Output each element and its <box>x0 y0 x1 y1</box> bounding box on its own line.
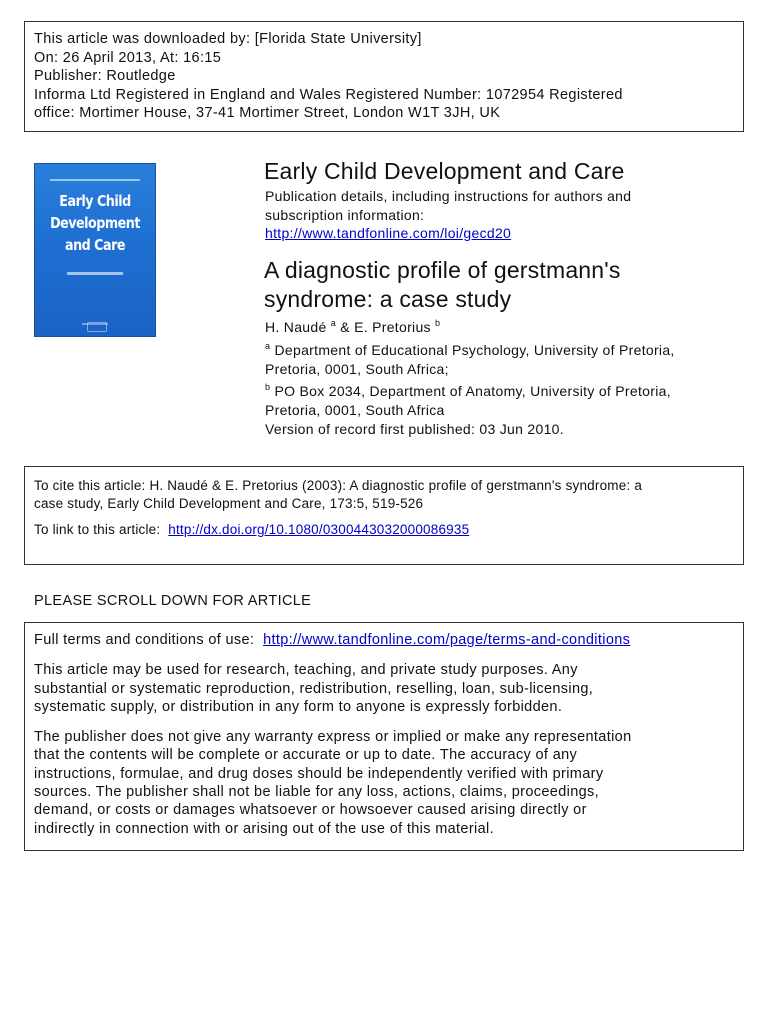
author-pretorius: E. Pretorius <box>354 319 431 335</box>
scroll-notice: PLEASE SCROLL DOWN FOR ARTICLE <box>34 593 312 609</box>
terms-text-line: instructions, formulae, and drug doses should be independently verified with primary <box>34 765 604 782</box>
download-line: This article was downloaded by: [Florida State University] <box>34 31 422 47</box>
terms-text-line: sources. The publisher shall not be liable for any loss, actions, claims, proceedings, <box>34 784 599 801</box>
terms-text-line: This article may be used for research, teaching, and private study purposes. Any <box>34 662 578 679</box>
download-date-line: On: 26 April 2013, At: 16:15 <box>34 49 222 66</box>
registration-line: Informa Ltd Registered in England and Wales Registered Number: 1072954 Registered <box>34 86 623 103</box>
affiliation-a <box>265 341 675 379</box>
article-title-line: A diagnostic profile of gerstmann's <box>264 257 621 283</box>
journal-cover-image <box>34 163 156 337</box>
citation-line: To cite this article: H. Naudé & E. Pretorius (2003): A diagnostic profile of gerstmann's syndrome: a <box>34 478 643 493</box>
terms-row <box>34 631 733 649</box>
affiliation-b <box>265 382 671 420</box>
cover-title <box>46 190 144 256</box>
article-link-row <box>34 521 733 539</box>
cover-title-line: Early Child <box>59 192 131 210</box>
terms-text-line: systematic supply, or distribution in any form to anyone is expressly forbidden. <box>34 698 563 715</box>
author-sup-a: a <box>330 318 337 328</box>
cover-header-strip <box>35 168 155 171</box>
terms-label: Full terms and conditions of use: <box>34 632 255 648</box>
publication-details-line: Publication details, including instructions for authors and <box>265 188 632 204</box>
journal-title: Early Child Development and Care <box>264 158 625 184</box>
affiliation-a-line: Pretoria, 0001, South Africa; <box>265 361 449 377</box>
article-title <box>264 256 621 313</box>
affiliation-b-line: Pretoria, 0001, South Africa <box>265 402 445 418</box>
article-title-line: syndrome: a case study <box>264 285 512 312</box>
affiliation-sup-b: b <box>265 382 271 392</box>
cover-editor-strip <box>35 262 155 280</box>
author-separator: & <box>336 319 355 335</box>
terms-paragraph-usage <box>34 661 733 716</box>
doi-link[interactable]: http://dx.doi.org/10.1080/0300443032000086935 <box>168 522 470 537</box>
terms-paragraph-disclaimer <box>34 728 733 838</box>
cover-title-line: Development <box>50 214 140 232</box>
article-link-label: To link to this article: <box>34 522 161 537</box>
office-line: office: Mortimer House, 37-41 Mortimer Street, London W1T 3JH, UK <box>34 105 501 122</box>
terms-link[interactable]: http://www.tandfonline.com/page/terms-and-conditions <box>263 632 631 648</box>
publisher-logo-icon <box>87 322 107 332</box>
cover-title-line: and Care <box>64 236 126 254</box>
authors <box>265 318 440 336</box>
terms-text-line: The publisher does not give any warranty express or implied or make any representation <box>34 729 632 746</box>
version-of-record: Version of record first published: 03 Jun 2010. <box>265 421 564 437</box>
publication-details <box>265 187 631 243</box>
author-naude: H. Naudé <box>265 319 327 335</box>
publisher-line: Publisher: Routledge <box>34 68 176 85</box>
citation-line: case study, Early Child Development and Care, 173:5, 519-526 <box>34 495 424 511</box>
download-info-box <box>24 21 744 132</box>
terms-text-line: substantial or systematic reproduction, redistribution, reselling, loan, sub-licensing, <box>34 680 594 697</box>
affiliation-sup-a: a <box>265 341 271 351</box>
terms-text-line: indirectly in connection with or arising out of the use of this material. <box>34 820 494 837</box>
terms-text-line: that the contents will be complete or accurate or up to date. The accuracy of any <box>34 747 578 764</box>
publication-details-line: subscription information: <box>265 206 425 223</box>
terms-box <box>24 622 744 851</box>
journal-url-link[interactable]: http://www.tandfonline.com/loi/gecd20 <box>265 225 512 241</box>
affiliation-b-line: PO Box 2034, Department of Anatomy, University of Pretoria, <box>274 383 671 399</box>
terms-text-line: demand, or costs or damages whatsoever or howsoever caused arising directly or <box>34 802 587 819</box>
affiliation-a-line: Department of Educational Psychology, University of Pretoria, <box>274 342 675 358</box>
author-sup-b: b <box>435 318 441 328</box>
citation-box <box>24 466 744 565</box>
